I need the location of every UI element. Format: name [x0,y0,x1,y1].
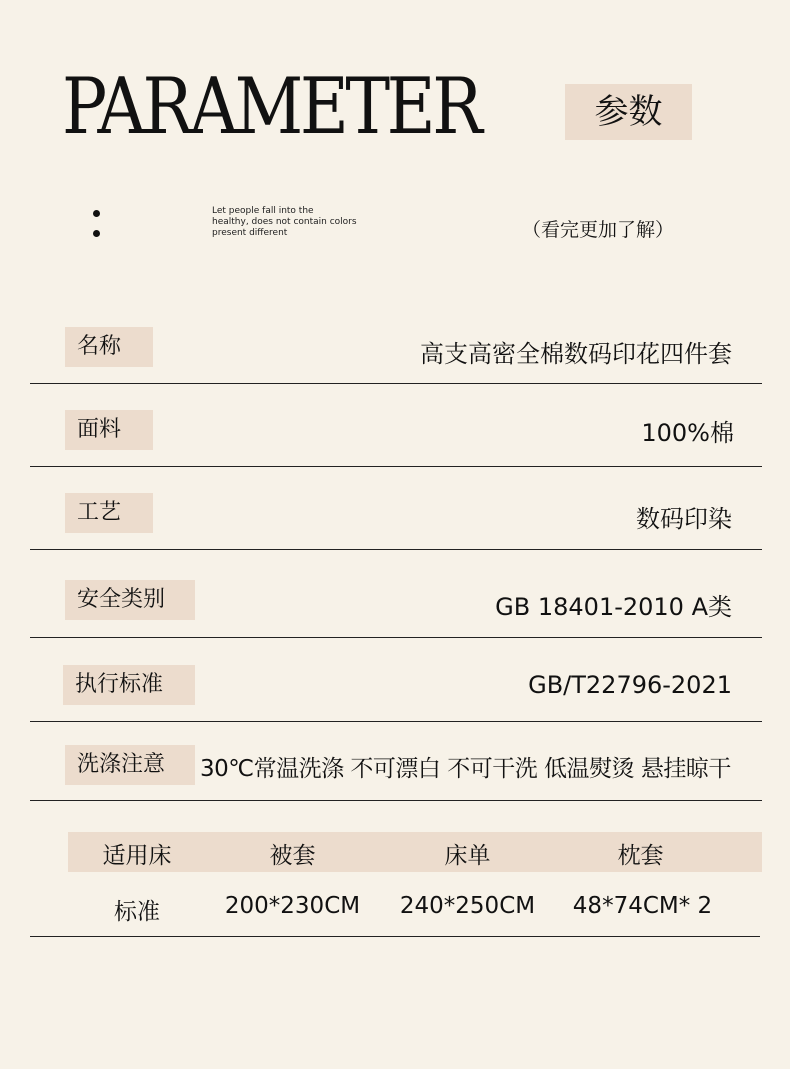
tagline-line: present different [212,228,288,238]
param-value: GB/T22796-2021 [528,671,732,699]
learn-more-note: （看完更加了解） [522,219,675,241]
param-label: 执行标准 [63,665,195,705]
tagline-line: Let people fall into the [212,206,314,216]
tagline [212,206,392,239]
spec-row-cell: 48*74CM* 2 [572,893,713,919]
page-title-cn: 参数 [565,84,692,140]
divider [30,466,762,467]
spec-row-cell: 200*230CM [224,893,361,919]
bullet-dot-icon [93,230,100,237]
tagline-line: healthy, does not contain colors [212,217,357,227]
care-instructions: 30℃常温洗涤 不可漂白 不可干洗 低温熨烫 悬挂晾干 [200,756,731,782]
divider [30,936,760,937]
spec-header-cell: 床单 [444,843,491,869]
divider [30,800,762,801]
param-value: 高支高密全棉数码印花四件套 [420,340,732,368]
spec-header-cell: 枕套 [617,843,664,869]
param-label: 安全类别 [65,580,195,620]
spec-header-cell: 被套 [269,843,316,869]
param-value: 数码印染 [636,505,732,533]
param-label: 工艺 [65,493,153,533]
param-label: 名称 [65,327,153,367]
param-label: 面料 [65,410,153,450]
bullet-dot-icon [93,210,100,217]
divider [30,549,762,550]
divider [30,383,762,384]
spec-row-cell: 标准 [114,899,160,925]
spec-header-cell: 适用床 [102,843,172,869]
spec-row-cell: 240*250CM [399,893,536,919]
param-value: GB 18401-2010 A类 [495,593,732,621]
divider [30,637,762,638]
param-value: 100%棉 [641,419,734,447]
divider [30,721,762,722]
page-title: PARAMETER [62,62,480,152]
param-label: 洗涤注意 [65,745,195,785]
